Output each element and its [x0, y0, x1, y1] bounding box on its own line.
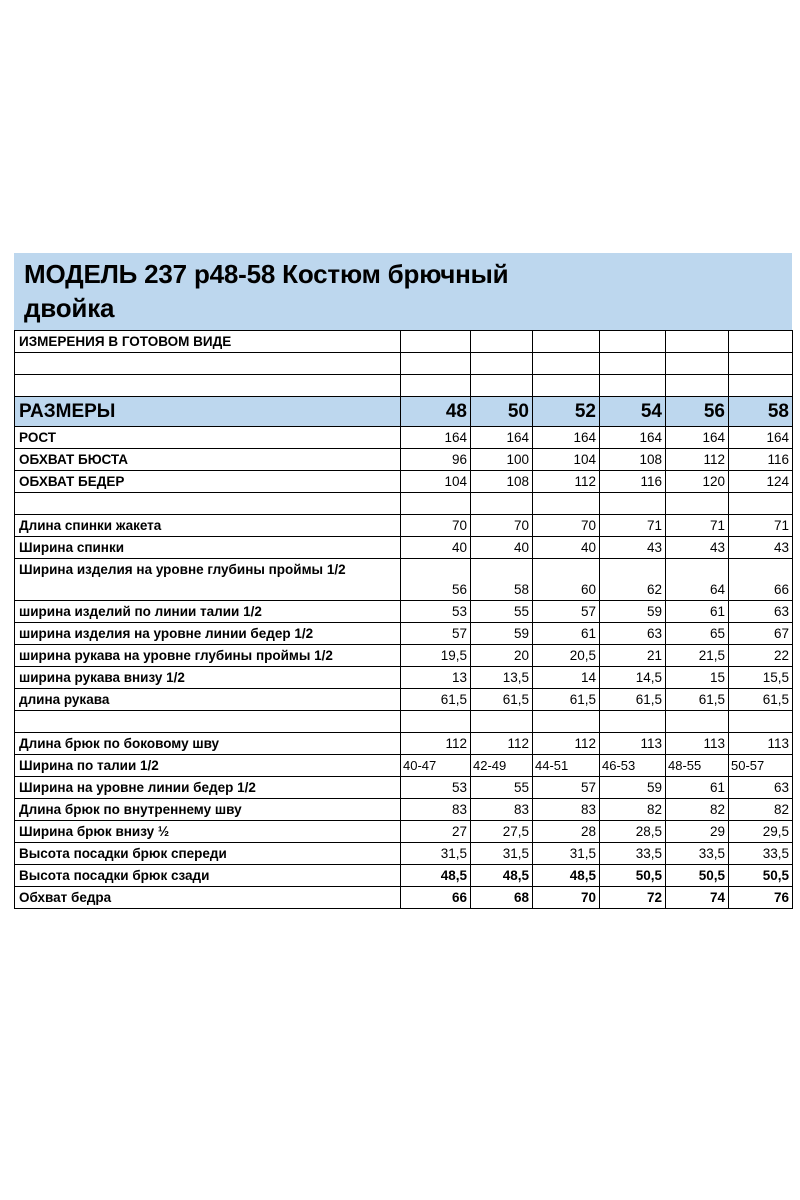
value-cell: 40 [471, 537, 533, 559]
table-row [15, 515, 793, 537]
row-label [15, 711, 401, 733]
value-cell: 31,5 [471, 843, 533, 865]
value-cell: 82 [666, 799, 729, 821]
value-cell: 43 [729, 537, 793, 559]
value-cell: 48,5 [533, 865, 600, 887]
value-cell: 48-55 [666, 755, 729, 777]
value-cell: 61,5 [600, 689, 666, 711]
row-label: Длина брюк по внутреннему шву [15, 799, 401, 821]
empty-cell [600, 493, 666, 515]
table-row [15, 733, 793, 755]
value-cell: 63 [729, 601, 793, 623]
value-cell: 52 [533, 397, 600, 427]
value-cell: 53 [401, 601, 471, 623]
table-row [15, 667, 793, 689]
value-cell: 83 [471, 799, 533, 821]
empty-cell [401, 353, 471, 375]
value-cell: 33,5 [729, 843, 793, 865]
row-label: ширина рукава на уровне глубины проймы 1/2 [15, 645, 401, 667]
empty-cell [666, 493, 729, 515]
value-cell: 68 [471, 887, 533, 909]
row-label [15, 493, 401, 515]
value-cell: 104 [533, 449, 600, 471]
value-cell: 76 [729, 887, 793, 909]
value-cell: 20,5 [533, 645, 600, 667]
subtitle-row [15, 331, 793, 353]
row-label: ИЗМЕРЕНИЯ В ГОТОВОМ ВИДЕ [15, 331, 401, 353]
value-cell: 55 [471, 777, 533, 799]
value-cell: 43 [666, 537, 729, 559]
value-cell: 60 [533, 559, 600, 601]
value-cell: 43 [600, 537, 666, 559]
value-cell: 61,5 [729, 689, 793, 711]
row-label: Высота посадки брюк спереди [15, 843, 401, 865]
value-cell: 29 [666, 821, 729, 843]
value-cell: 116 [600, 471, 666, 493]
value-cell: 40 [533, 537, 600, 559]
value-cell: 59 [600, 777, 666, 799]
value-cell: 28 [533, 821, 600, 843]
table-row [15, 865, 793, 887]
value-cell: 46-53 [600, 755, 666, 777]
value-cell: 164 [471, 427, 533, 449]
sizes-header-row [15, 397, 793, 427]
value-cell: 113 [666, 733, 729, 755]
value-cell: 61 [666, 601, 729, 623]
measurements-table [14, 330, 793, 909]
value-cell: 112 [471, 733, 533, 755]
value-cell: 33,5 [600, 843, 666, 865]
value-cell: 61,5 [401, 689, 471, 711]
blank-row [15, 711, 793, 733]
table-row [15, 645, 793, 667]
row-label: длина рукава [15, 689, 401, 711]
empty-cell [533, 493, 600, 515]
empty-cell [729, 331, 793, 353]
value-cell: 74 [666, 887, 729, 909]
value-cell: 65 [666, 623, 729, 645]
value-cell: 54 [600, 397, 666, 427]
value-cell: 50-57 [729, 755, 793, 777]
value-cell: 112 [666, 449, 729, 471]
row-label: Обхват бедра [15, 887, 401, 909]
value-cell: 42-49 [471, 755, 533, 777]
value-cell: 48 [401, 397, 471, 427]
value-cell: 112 [533, 733, 600, 755]
value-cell: 70 [533, 515, 600, 537]
value-cell: 164 [600, 427, 666, 449]
value-cell: 50,5 [729, 865, 793, 887]
table-row [15, 887, 793, 909]
table-row [15, 799, 793, 821]
value-cell: 61,5 [666, 689, 729, 711]
value-cell: 100 [471, 449, 533, 471]
value-cell: 164 [533, 427, 600, 449]
row-label: Длина спинки жакета [15, 515, 401, 537]
row-label: ширина рукава внизу 1/2 [15, 667, 401, 689]
row-label: ОБХВАТ БЮСТА [15, 449, 401, 471]
empty-cell [666, 375, 729, 397]
empty-cell [533, 375, 600, 397]
empty-cell [471, 711, 533, 733]
value-cell: 113 [729, 733, 793, 755]
value-cell: 62 [600, 559, 666, 601]
table-row [15, 601, 793, 623]
value-cell: 58 [471, 559, 533, 601]
value-cell: 108 [471, 471, 533, 493]
size-chart [14, 253, 792, 909]
value-cell: 57 [401, 623, 471, 645]
empty-cell [533, 331, 600, 353]
table-row [15, 449, 793, 471]
row-label [15, 375, 401, 397]
value-cell: 164 [401, 427, 471, 449]
value-cell: 57 [533, 601, 600, 623]
value-cell: 44-51 [533, 755, 600, 777]
empty-cell [401, 711, 471, 733]
value-cell: 108 [600, 449, 666, 471]
empty-cell [600, 331, 666, 353]
value-cell: 27,5 [471, 821, 533, 843]
empty-cell [666, 353, 729, 375]
value-cell: 116 [729, 449, 793, 471]
value-cell: 59 [600, 601, 666, 623]
value-cell: 31,5 [401, 843, 471, 865]
title-line-2: двойка [24, 293, 115, 323]
value-cell: 70 [471, 515, 533, 537]
value-cell: 61,5 [533, 689, 600, 711]
value-cell: 82 [729, 799, 793, 821]
value-cell: 70 [401, 515, 471, 537]
value-cell: 19,5 [401, 645, 471, 667]
table-row [15, 843, 793, 865]
empty-cell [471, 375, 533, 397]
value-cell: 29,5 [729, 821, 793, 843]
table-row [15, 559, 793, 601]
row-label: ширина изделий по линии талии 1/2 [15, 601, 401, 623]
value-cell: 14,5 [600, 667, 666, 689]
blank-row [15, 353, 793, 375]
row-label: Ширина по талии 1/2 [15, 755, 401, 777]
value-cell: 61 [533, 623, 600, 645]
blank-row [15, 375, 793, 397]
empty-cell [533, 353, 600, 375]
row-label [15, 353, 401, 375]
value-cell: 40 [401, 537, 471, 559]
value-cell: 28,5 [600, 821, 666, 843]
value-cell: 164 [666, 427, 729, 449]
value-cell: 40-47 [401, 755, 471, 777]
value-cell: 66 [401, 887, 471, 909]
table-row [15, 427, 793, 449]
row-label: Высота посадки брюк сзади [15, 865, 401, 887]
value-cell: 66 [729, 559, 793, 601]
value-cell: 61,5 [471, 689, 533, 711]
empty-cell [729, 375, 793, 397]
value-cell: 112 [533, 471, 600, 493]
empty-cell [401, 375, 471, 397]
value-cell: 48,5 [401, 865, 471, 887]
value-cell: 50 [471, 397, 533, 427]
row-label: РАЗМЕРЫ [15, 397, 401, 427]
value-cell: 71 [600, 515, 666, 537]
value-cell: 53 [401, 777, 471, 799]
empty-cell [401, 331, 471, 353]
row-label: ОБХВАТ БЕДЕР [15, 471, 401, 493]
table-row [15, 623, 793, 645]
value-cell: 71 [729, 515, 793, 537]
table-row [15, 689, 793, 711]
value-cell: 15 [666, 667, 729, 689]
row-label: Ширина брюк внизу ½ [15, 821, 401, 843]
empty-cell [401, 493, 471, 515]
value-cell: 72 [600, 887, 666, 909]
empty-cell [471, 331, 533, 353]
value-cell: 13,5 [471, 667, 533, 689]
value-cell: 83 [533, 799, 600, 821]
value-cell: 112 [401, 733, 471, 755]
value-cell: 120 [666, 471, 729, 493]
value-cell: 64 [666, 559, 729, 601]
value-cell: 61 [666, 777, 729, 799]
value-cell: 63 [600, 623, 666, 645]
value-cell: 50,5 [600, 865, 666, 887]
value-cell: 50,5 [666, 865, 729, 887]
table-row [15, 777, 793, 799]
empty-cell [729, 493, 793, 515]
value-cell: 27 [401, 821, 471, 843]
value-cell: 57 [533, 777, 600, 799]
value-cell: 48,5 [471, 865, 533, 887]
value-cell: 15,5 [729, 667, 793, 689]
row-label: ширина изделия на уровне линии бедер 1/2 [15, 623, 401, 645]
value-cell: 63 [729, 777, 793, 799]
value-cell: 124 [729, 471, 793, 493]
value-cell: 82 [600, 799, 666, 821]
value-cell: 58 [729, 397, 793, 427]
value-cell: 164 [729, 427, 793, 449]
value-cell: 67 [729, 623, 793, 645]
value-cell: 56 [666, 397, 729, 427]
empty-cell [729, 353, 793, 375]
value-cell: 21 [600, 645, 666, 667]
value-cell: 56 [401, 559, 471, 601]
value-cell: 96 [401, 449, 471, 471]
empty-cell [471, 353, 533, 375]
value-cell: 113 [600, 733, 666, 755]
value-cell: 83 [401, 799, 471, 821]
empty-cell [533, 711, 600, 733]
empty-cell [666, 711, 729, 733]
value-cell: 71 [666, 515, 729, 537]
table-row [15, 755, 793, 777]
empty-cell [666, 331, 729, 353]
title-line-1: МОДЕЛЬ 237 р48-58 Костюм брючный [24, 259, 509, 289]
value-cell: 59 [471, 623, 533, 645]
value-cell: 13 [401, 667, 471, 689]
table-row [15, 821, 793, 843]
empty-cell [600, 353, 666, 375]
empty-cell [471, 493, 533, 515]
row-label: РОСТ [15, 427, 401, 449]
blank-row [15, 493, 793, 515]
value-cell: 31,5 [533, 843, 600, 865]
value-cell: 33,5 [666, 843, 729, 865]
row-label: Ширина спинки [15, 537, 401, 559]
value-cell: 20 [471, 645, 533, 667]
value-cell: 70 [533, 887, 600, 909]
row-label: Ширина на уровне линии бедер 1/2 [15, 777, 401, 799]
value-cell: 21,5 [666, 645, 729, 667]
empty-cell [600, 711, 666, 733]
model-title [14, 253, 792, 330]
value-cell: 22 [729, 645, 793, 667]
row-label: Ширина изделия на уровне глубины проймы 1/2 [15, 559, 401, 601]
value-cell: 104 [401, 471, 471, 493]
empty-cell [729, 711, 793, 733]
table-row [15, 537, 793, 559]
value-cell: 14 [533, 667, 600, 689]
value-cell: 55 [471, 601, 533, 623]
row-label: Длина брюк по боковому шву [15, 733, 401, 755]
empty-cell [600, 375, 666, 397]
table-row [15, 471, 793, 493]
